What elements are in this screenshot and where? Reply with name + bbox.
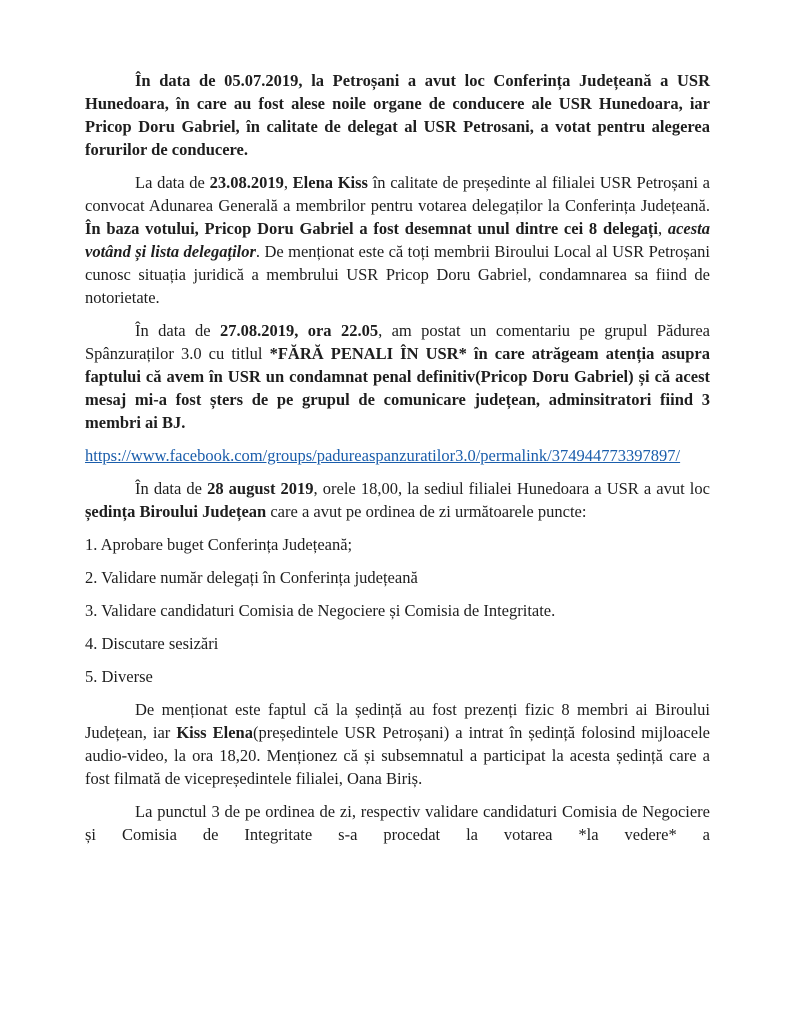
paragraph-adunarea-generala bbox=[85, 171, 710, 309]
text-run: 28 august 2019 bbox=[207, 479, 314, 498]
text-run: *FĂRĂ PENALI ÎN USR* în care atrăgeam atenția asupra faptului că avem în USR un condamnat penal definitiv(Pricop Doru Gabriel) și că acest mesaj mi-a fost șters de pe grupul de comunicare județean, adminsitratori fiind 3 membri ai BJ. bbox=[85, 344, 710, 432]
text-run: , bbox=[283, 173, 293, 192]
text-run: La punctul 3 de pe ordinea de zi, respectiv validare candidaturi Comisia de Negociere și Comisia de Integritate s-a procedat la votarea *la vedere* a bbox=[85, 802, 710, 844]
text-run: , orele 18,00, la sediul filialei Hunedoara a USR a avut loc bbox=[313, 479, 710, 498]
text-run: De menționat este faptul că la ședință au fost prezenți fizic 8 membri ai Biroului Județean, iar bbox=[85, 700, 710, 742]
text-run: care a avut pe ordinea de zi următoarele puncte: bbox=[266, 502, 587, 521]
text-run: , am postat un comentariu pe grupul Pădurea Spânzuraților 3.0 cu titlul bbox=[85, 321, 710, 363]
text-run: 23.08.2019 bbox=[209, 173, 284, 192]
intro-paragraph bbox=[85, 69, 710, 161]
text-run: În data de 05.07.2019, la Petroșani a avut loc Conferința Județeană a USR Hunedoara, în care au fost alese noile organe de conducere ale USR Hunedoara, iar Pricop Doru Gabriel, în calitate de delegat al USR Petrosani, a votat pentru alegerea forurilor de conducere. bbox=[85, 71, 710, 159]
text-run: Elena Kiss bbox=[292, 173, 368, 192]
list-item-4 bbox=[85, 632, 710, 655]
text-run: 3. Validare candidaturi Comisia de Negociere și Comisia de Integritate. bbox=[85, 601, 556, 620]
text-run: La data de bbox=[135, 173, 210, 192]
list-item-2 bbox=[85, 566, 710, 589]
text-run: ședința Biroului Județean bbox=[85, 502, 267, 521]
text-run: 5. Diverse bbox=[85, 667, 153, 686]
list-item-3 bbox=[85, 599, 710, 622]
text-run: În data de bbox=[135, 479, 208, 498]
text-run: (președintele USR Petroșani) a intrat în ședință folosind mijloacele audio-video, la ora 18,20. Menționez că și subsemnatul a participat la acesta ședință care a fost filmată de vicepreședintele filialei, Oana Biriș. bbox=[85, 723, 710, 788]
text-run: 27.08.2019, ora 22.05 bbox=[219, 321, 379, 340]
document-body bbox=[85, 69, 710, 846]
paragraph-sedinta-birou bbox=[85, 477, 710, 523]
text-run: . De menționat este că toți membrii Biroului Local al USR Petroșani cunosc situația juridică a membrului USR Pricop Doru Gabriel, condamnarea sa fiind de notorietate. bbox=[85, 242, 711, 307]
text-run: Kiss Elena bbox=[176, 723, 253, 742]
facebook-link[interactable]: https://www.facebook.com/groups/padureaspanzuratilor3.0/permalink/374944773397897/ bbox=[85, 446, 681, 465]
text-run: 1. Aprobare buget Conferința Județeană; bbox=[85, 535, 353, 554]
text-run: În data de bbox=[135, 321, 220, 340]
text-run: În baza votului, Pricop Doru Gabriel a fost desemnat unul dintre cei 8 delegați bbox=[85, 219, 658, 238]
paragraph-prezenta-sedinta bbox=[85, 698, 710, 790]
list-item-5 bbox=[85, 665, 710, 688]
paragraph-comentariu-facebook bbox=[85, 319, 710, 434]
text-run: , bbox=[657, 219, 668, 238]
text-run: 2. Validare număr delegați în Conferința județeană bbox=[85, 568, 418, 587]
text-run: acesta votând și lista delegaților bbox=[85, 219, 711, 261]
text-run: 4. Discutare sesizări bbox=[85, 634, 219, 653]
list-item-1 bbox=[85, 533, 710, 556]
text-run: în calitate de președinte al filialei USR Petroșani a convocat Adunarea Generală a membrilor pentru votarea delegaților la Conferința Județeană. bbox=[85, 173, 710, 215]
paragraph-punctul-3 bbox=[85, 800, 710, 846]
link-paragraph bbox=[85, 444, 710, 467]
